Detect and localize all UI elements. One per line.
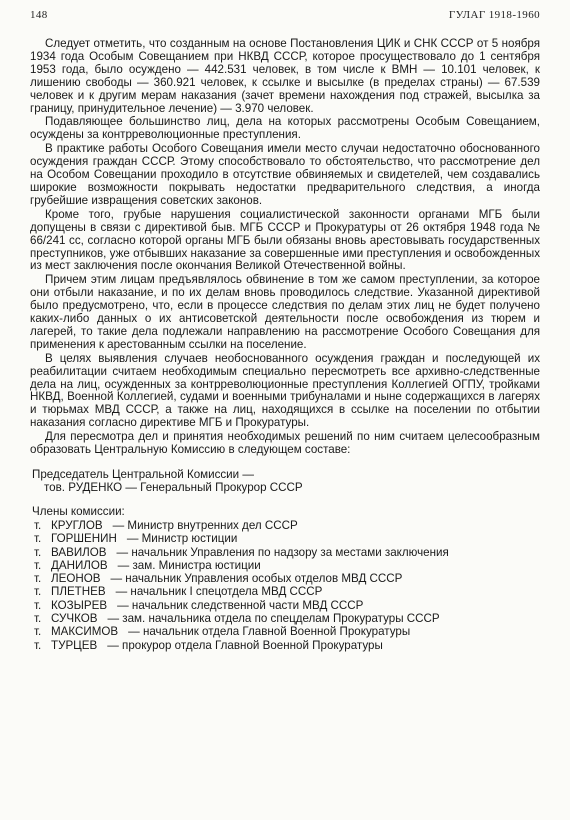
body-text: [30, 38, 540, 457]
list-item: [30, 625, 540, 638]
paragraph: Причем этим лицам предъявлялось обвинение в том же самом преступлении, за которое они отбыли наказание, и по их делам вновь проводилось следствие. Указанной директивой было предусмотрено, что, если в процессе следствия по делам этих лиц не будет получено каких-либо данных о их антисоветской деятельности после освобождения из тюрем и лагерей, то такие дела подлежали направлению на рассмотрение Особого Совещания для применения к арестованным ссылки на поселение.: [30, 273, 540, 351]
page-number: 148: [30, 9, 48, 21]
paragraph: Для пересмотра дел и принятия необходимых решений по ним считаем целесообразным образовать Центральную Комиссию в следующем составе:: [30, 430, 540, 457]
member-position: — начальник I спецотдела МВД СССР: [115, 585, 323, 599]
list-item: [30, 559, 540, 572]
member-name: ВАВИЛОВ: [51, 545, 107, 559]
list-item: [30, 639, 540, 652]
member-position: — начальник Управления особых отделов МВД СССР: [110, 572, 403, 586]
member-prefix: т.: [34, 598, 42, 612]
member-position: — зам. Министра юстиции: [117, 558, 261, 572]
member-name: ГОРШЕНИН: [51, 532, 117, 546]
member-position: — Министр юстиции: [126, 532, 238, 546]
member-position: — Министр внутренних дел СССР: [112, 519, 298, 532]
member-position: — прокурор отдела Главной Военной Прокуратуры: [107, 638, 383, 652]
member-prefix: т.: [34, 625, 42, 639]
paragraph: В целях выявления случаев необоснованного осуждения граждан и последующей их реабилитации считаем необходимым специально пересмотреть все архивно-следственные дела на лиц, осужденных за контрреволюционные преступления Коллегией ОГПУ, тройками НКВД, Военной Коллегией, судами и военными трибуналами и ныне содержащихся в лагерях и тюрьмах МВД СССР, а также на лиц, находящихся в ссылке на поселении по отбытии наказания согласно директиве МГБ и Прокуратуры.: [30, 351, 540, 430]
chair-name: тов. РУДЕНКО — Генеральный Прокурор СССР: [44, 481, 303, 494]
member-prefix: т.: [34, 612, 42, 626]
member-prefix: т.: [34, 532, 42, 546]
commission-chair: [30, 468, 540, 494]
list-item: [30, 532, 540, 545]
page-header: [30, 6, 540, 24]
list-item: [30, 599, 540, 612]
member-name: ДАНИЛОВ: [51, 558, 108, 572]
member-prefix: т.: [34, 572, 42, 586]
list-item: [30, 585, 540, 598]
chair-role: Председатель Центральной Комиссии —: [32, 468, 254, 481]
member-position: — зам. начальника отдела по спецделам Прокуратуры СССР: [107, 612, 440, 626]
list-item: [30, 519, 540, 532]
member-name: МАКСИМОВ: [51, 625, 119, 639]
paragraph: В практике работы Особого Совещания имели место случаи недостаточно обоснованного осуждения граждан СССР. Этому способствовало то обстоятельство, что рассмотрение дел на Особом Совещании проходило в отсутствие обвиняемых и свидетелей, чем создавались широкие возможности покрывать недостатки предварительного следствия, а иногда грубейшие извращения советских законов.: [30, 142, 540, 207]
member-name: ТУРЦЕВ: [51, 638, 98, 652]
member-position: — начальник следственной части МВД СССР: [117, 598, 364, 612]
member-position: — начальник Управления по надзору за местами заключения: [116, 545, 449, 559]
members-title: Члены комиссии:: [32, 505, 125, 518]
list-item: [30, 612, 540, 625]
paragraph: Кроме того, грубые нарушения социалистической законности органами МГБ были допущены в связи с директивой быв. МГБ СССР и Прокуратуры от 26 октября 1948 года № 66/241 сс, согласно которой органы МГБ были обязаны вновь арестовывать государственных преступников, уже отбывших наказание за совершенные ими преступления и освобожденных из мест заключения после окончания Великой Отечественной войны.: [30, 207, 540, 273]
list-item: [30, 546, 540, 559]
members-list: [30, 519, 540, 652]
member-prefix: т.: [34, 519, 42, 532]
member-name: КОЗЫРЕВ: [51, 598, 108, 612]
member-prefix: т.: [34, 638, 42, 652]
paragraph: Подавляющее большинство лиц, дела на которых рассмотрены Особым Совещанием, осуждены за контрреволюционные преступления.: [30, 115, 540, 142]
list-item: [30, 572, 540, 585]
member-name: СУЧКОВ: [51, 612, 98, 626]
member-name: ПЛЕТНЕВ: [51, 585, 106, 599]
member-position: — начальник отдела Главной Военной Прокуратуры: [128, 625, 411, 639]
paragraph: Следует отметить, что созданным на основе Постановления ЦИК и СНК СССР от 5 ноября 1934 года Особым Совещанием при НКВД СССР, которое просуществовало до 1 сентября 1953 года, было осуждено — 442.531 человек, в том числе к ВМН — 10.101 человек, к лишению свободы — 360.921 человек, к ссылке и высылке (в пределах страны) — 67.539 человек и к другим мерам наказания (зачет времени нахождения под стражей, высылка за границу, принудительное лечение) — 3.970 человек.: [30, 37, 540, 115]
member-prefix: т.: [34, 545, 42, 559]
member-prefix: т.: [34, 585, 42, 599]
member-name: КРУГЛОВ: [51, 519, 103, 532]
running-title: ГУЛАГ 1918-1960: [448, 9, 540, 21]
member-prefix: т.: [34, 558, 42, 572]
member-name: ЛЕОНОВ: [51, 572, 101, 586]
